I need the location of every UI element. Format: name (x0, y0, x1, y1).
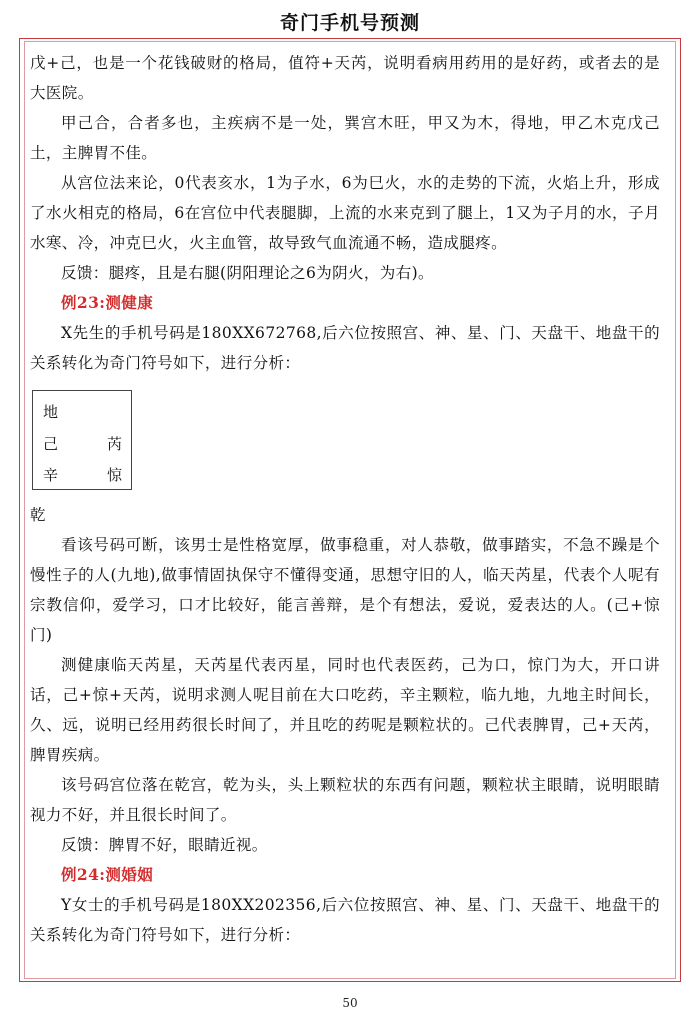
chart-door: 惊 (107, 466, 123, 484)
example-23-intro: X先生的手机号码是180XX672768,后六位按照宫、神、星、门、天盘干、地盘干的关系转化为奇门符号如下，进行分析： (30, 324, 660, 372)
paragraph: 戊+己，也是一个花钱破财的格局，值符+天芮，说明看病用药用的是好药，或者去的是大医院。 (30, 54, 660, 102)
paragraph: 看该号码可断，该男士是性格宽厚，做事稳重，对人恭敬，做事踏实，不急不躁是个慢性子的人(九地),做事情固执保守不懂得变通，思想守旧的人，临天芮星，代表个人呢有宗教信仰，爱学习，口才比较好，能言善辩，是个有想法，爱说，爱表达的人。(己+惊门) (30, 536, 660, 644)
chart-earth-stem: 辛 (43, 466, 59, 484)
example-24-heading: 例24:测婚姻 (61, 865, 154, 884)
paragraph: 测健康临天芮星，天芮星代表丙星，同时也代表医药，己为口，惊门为大，开口讲话，己+惊+天芮，说明求测人呢目前在大口吃药，辛主颗粒，临九地，九地主时间长，久、远，说明已经用药很长时间了，并且吃的药呢是颗粒状的。己代表脾胃，己+天芮，脾胃疾病。 (30, 656, 660, 764)
example-24-intro: Y女士的手机号码是180XX202356,后六位按照宫、神、星、门、天盘干、地盘干的关系转化为奇门符号如下，进行分析： (30, 896, 660, 944)
chart-heaven-stem: 己 (43, 435, 59, 453)
paragraph: 反馈：脾胃不好，眼睛近视。 (61, 836, 268, 854)
paragraph: 反馈：腿疼，且是右腿(阴阳理论之6为阴火，为右)。 (61, 264, 434, 282)
chart-deity: 地 (43, 403, 59, 421)
qimen-chart (32, 390, 132, 490)
paragraph: 该号码宫位落在乾宫，乾为头，头上颗粒状的东西有问题，颗粒状主眼睛，说明眼睛视力不好，并且很长时间了。 (30, 776, 660, 824)
paragraph: 甲己合，合者多也，主疾病不是一处，巽宫木旺，甲又为木，得地，甲乙木克戊己土，主脾胃不佳。 (30, 114, 660, 162)
page-number: 50 (342, 996, 358, 1010)
paragraph: 从宫位法来论，0代表亥水，1为子水，6为巳火，水的走势的下流，火焰上升，形成了水火相克的格局，6在宫位中代表腿脚，上流的水来克到了腿上，1又为子月的水，子月水寒、冷，冲克巳火，火主血管，故导致气血流通不畅，造成腿疼。 (30, 174, 660, 252)
page-content (30, 48, 660, 950)
example-23-heading: 例23:测健康 (61, 293, 154, 312)
page-title: 奇门手机号预测 (279, 12, 420, 34)
chart-palace: 乾 (30, 506, 46, 524)
chart-star: 芮 (107, 435, 123, 453)
